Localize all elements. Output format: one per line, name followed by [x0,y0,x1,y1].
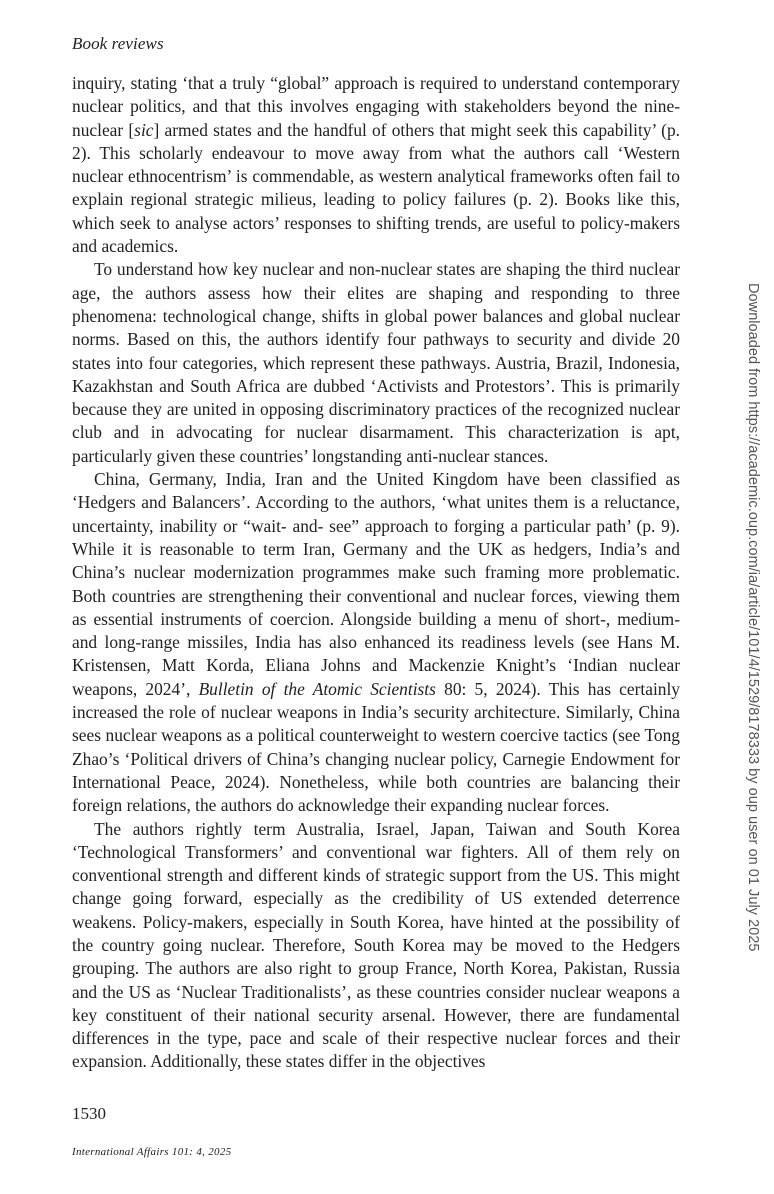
paragraph-3-text-b: 80: 5, 2024). This has certainly increased the role of nuclear weapons in India’s security architecture. Similarly, China sees nuclear weapons as a political counterweight to western coercive tactics (see Tong Zhao’s ‘Political drivers of China’s changing nuclear policy, Carnegie Endowment for International Peace, 2024). Nonetheless, while both countries are balancing their foreign relations, the authors do acknowledge their expanding nuclear forces. [72,678,681,816]
paragraph-3-text-a: China, Germany, India, Iran and the United Kingdom have been classified as ‘Hedgers and Balancers’. According to the authors, ‘what unites them is a reluctance, uncertainty, inability or “wait- and- see” approach to forging a particular path’ (p. 9). While it is reasonable to term Iran, Germany and the UK as hedgers, India’s and China’s nuclear modernization programmes make such framing more problematic. Both countries are strengthening their conventional and nuclear forces, viewing them as essential instruments of coercion. Alongside building a menu of short-, medium- and long-range missiles, India has also enhanced its readiness levels (see Hans M. Kristensen, Matt Korda, Eliana Johns and Mackenzie Knight’s ‘Indian nuclear weapons, 2024’, [72,469,680,699]
download-watermark[interactable]: Downloaded from https://academic.oup.com/ia/article/101/4/1529/8178333 by oup user on 01 July 2025 [745,283,761,952]
page-number: 1530 [72,1104,106,1123]
sic-term: sic [134,119,154,140]
paragraph-1 [72,72,680,258]
article-body [72,72,680,1074]
running-head: Book reviews [72,34,164,53]
paragraph-1-text-a: inquiry, stating ‘that a truly “global” approach is required to understand contemporary nuclear politics, and that this involves engaging with stakeholders beyond the nine-nuclear [ [72,73,680,140]
paragraph-3 [72,468,680,817]
journal-footer: International Affairs 101: 4, 2025 [72,1146,232,1158]
paragraph-4: The authors rightly term Australia, Israel, Japan, Taiwan and South Korea ‘Technological Transformers’ and conventional war fighters. All of them rely on conventional strength and different kinds of strategic support from the US. This might change going forward, especially as the credibility of US extended deterrence weakens. Policy-makers, especially in South Korea, have hinted at the possibility of the country going nuclear. Therefore, South Korea may be moved to the Hedgers grouping. The authors are also right to group France, North Korea, Pakistan, Russia and the US as ‘Nuclear Traditionalists’, as these countries consider nuclear weapons a key constituent of their national security arsenal. However, there are fundamental differences in the type, pace and scale of their respective nuclear forces and their expansion. Additionally, these states differ in the objectives [72,818,680,1072]
journal-title: Bulletin of the Atomic Scientists [198,678,436,699]
paragraph-2: To understand how key nuclear and non-nuclear states are shaping the third nuclear age, the authors assess how their elites are shaping and responding to three phenomena: technological change, shifts in global power balances and global nuclear norms. Based on this, the authors identify four pathways to security and divide 20 states into four categories, which represent these pathways. Austria, Brazil, Indonesia, Kazakhstan and South Africa are dubbed ‘Activists and Protestors’. This is primarily because they are united in opposing discriminatory practices of the recognized nuclear club and in advocating for nuclear disarmament. This characterization is apt, particularly given these countries’ longstanding anti-nuclear stances. [72,259,680,466]
paragraph-1-text-b: ] armed states and the handful of others that might seek this capability’ (p. 2). This scholarly endeavour to move away from what the authors call ‘Western nuclear ethnocentrism’ is commendable, as western analytical frameworks often fail to explain regional strategic milieus, leading to policy failures (p. 2). Books like this, which seek to analyse actors’ responses to shifting trends, are useful to policy-makers and academics. [72,119,681,257]
